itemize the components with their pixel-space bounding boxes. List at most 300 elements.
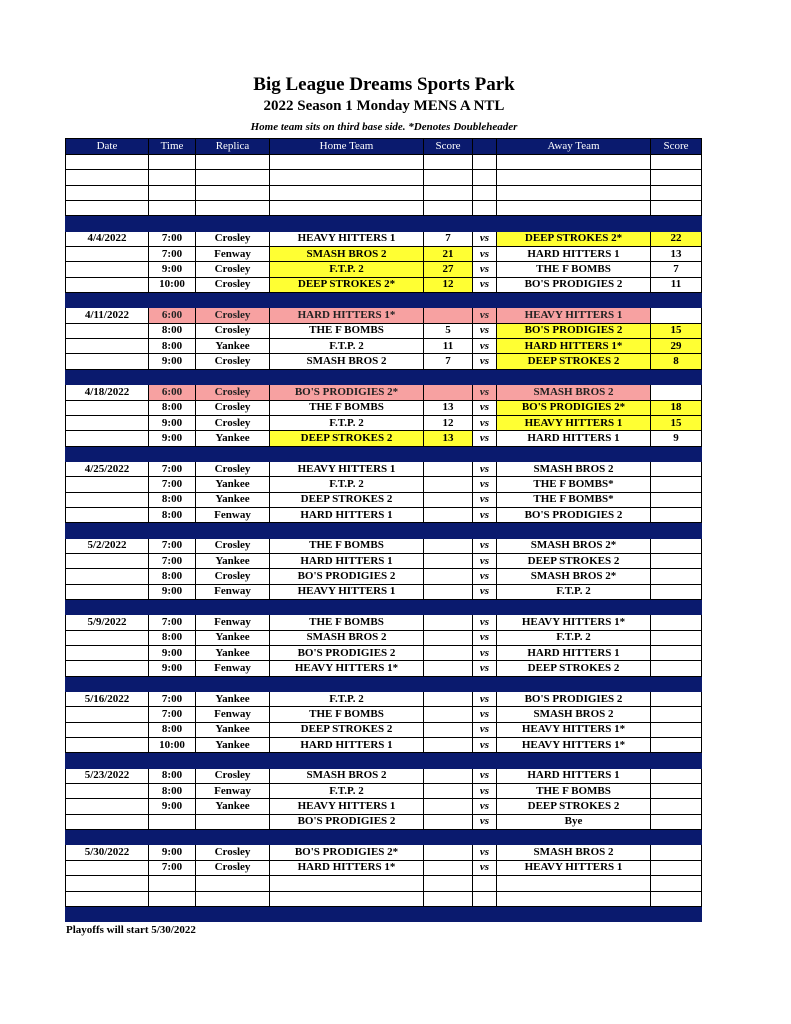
- field-cell: Crosley: [196, 231, 270, 246]
- away-team-cell: [497, 185, 651, 200]
- separator-cell: [424, 216, 473, 231]
- date-cell: 5/2/2022: [66, 538, 149, 553]
- separator-cell: [424, 293, 473, 308]
- separator-cell: [473, 446, 497, 461]
- field-cell: Crosley: [196, 308, 270, 323]
- home-team-cell: THE F BOMBS: [270, 323, 424, 338]
- time-cell: 9:00: [149, 646, 196, 661]
- header-row: [66, 139, 702, 155]
- separator-cell: [497, 676, 651, 691]
- home-team-cell: F.T.P. 2: [270, 339, 424, 354]
- time-cell: 7:00: [149, 477, 196, 492]
- home-score-cell: [424, 876, 473, 891]
- vs-cell: [473, 170, 497, 185]
- separator-cell: [149, 830, 196, 845]
- home-team-cell: [270, 876, 424, 891]
- table-row: [66, 431, 702, 446]
- home-team-cell: [270, 170, 424, 185]
- table-row: [66, 722, 702, 737]
- away-score-cell: [651, 738, 702, 753]
- home-score-cell: [424, 170, 473, 185]
- date-cell: [66, 784, 149, 799]
- date-cell: [66, 354, 149, 369]
- home-score-cell: [424, 492, 473, 507]
- separator-cell: [196, 906, 270, 921]
- date-cell: [66, 170, 149, 185]
- separator-cell: [473, 676, 497, 691]
- date-cell: 5/9/2022: [66, 615, 149, 630]
- home-score-cell: [424, 692, 473, 707]
- home-score-cell: [424, 569, 473, 584]
- away-team-cell: THE F BOMBS*: [497, 492, 651, 507]
- separator-cell: [149, 753, 196, 768]
- field-cell: [196, 170, 270, 185]
- separator-cell: [497, 753, 651, 768]
- away-score-cell: [651, 630, 702, 645]
- date-cell: [66, 661, 149, 676]
- table-row: [66, 784, 702, 799]
- away-team-cell: BO'S PRODIGIES 2: [497, 692, 651, 707]
- home-team-cell: F.T.P. 2: [270, 262, 424, 277]
- away-score-cell: [651, 185, 702, 200]
- vs-cell: vs: [473, 492, 497, 507]
- table-row: [66, 155, 702, 170]
- time-cell: 9:00: [149, 845, 196, 860]
- time-cell: 8:00: [149, 722, 196, 737]
- away-team-cell: [497, 170, 651, 185]
- week-separator: [66, 599, 702, 614]
- away-score-cell: 7: [651, 262, 702, 277]
- vs-cell: vs: [473, 646, 497, 661]
- col-home-score: Score: [424, 139, 473, 155]
- vs-cell: vs: [473, 569, 497, 584]
- home-team-cell: HEAVY HITTERS 1: [270, 461, 424, 476]
- field-cell: Fenway: [196, 584, 270, 599]
- separator-cell: [270, 216, 424, 231]
- table-row: [66, 185, 702, 200]
- separator-cell: [149, 446, 196, 461]
- col-vs: [473, 139, 497, 155]
- separator-cell: [424, 523, 473, 538]
- home-team-cell: F.T.P. 2: [270, 415, 424, 430]
- separator-cell: [196, 523, 270, 538]
- separator-cell: [196, 676, 270, 691]
- home-score-cell: [424, 155, 473, 170]
- separator-cell: [196, 446, 270, 461]
- away-team-cell: HEAVY HITTERS 1: [497, 308, 651, 323]
- home-team-cell: THE F BOMBS: [270, 615, 424, 630]
- table-row: [66, 170, 702, 185]
- separator-cell: [149, 523, 196, 538]
- home-team-cell: SMASH BROS 2: [270, 630, 424, 645]
- table-row: [66, 707, 702, 722]
- home-score-cell: [424, 707, 473, 722]
- col-away-team: Away Team: [497, 139, 651, 155]
- time-cell: 7:00: [149, 247, 196, 262]
- date-cell: [66, 738, 149, 753]
- home-team-cell: HEAVY HITTERS 1: [270, 584, 424, 599]
- separator-cell: [196, 216, 270, 231]
- separator-cell: [424, 830, 473, 845]
- home-team-cell: DEEP STROKES 2*: [270, 277, 424, 292]
- date-cell: [66, 277, 149, 292]
- separator-cell: [66, 599, 149, 614]
- away-score-cell: [651, 784, 702, 799]
- away-team-cell: SMASH BROS 2*: [497, 569, 651, 584]
- away-team-cell: Bye: [497, 814, 651, 829]
- time-cell: 10:00: [149, 738, 196, 753]
- home-score-cell: [424, 860, 473, 875]
- date-cell: [66, 891, 149, 906]
- date-cell: [66, 155, 149, 170]
- field-cell: [196, 876, 270, 891]
- home-score-cell: [424, 507, 473, 522]
- date-cell: 4/18/2022: [66, 385, 149, 400]
- separator-cell: [196, 599, 270, 614]
- separator-cell: [651, 599, 702, 614]
- separator-cell: [497, 906, 651, 921]
- away-team-cell: F.T.P. 2: [497, 630, 651, 645]
- separator-cell: [149, 599, 196, 614]
- playoffs-note: Playoffs will start 5/30/2022: [66, 924, 196, 936]
- table-row: [66, 507, 702, 522]
- separator-cell: [270, 599, 424, 614]
- away-team-cell: HEAVY HITTERS 1*: [497, 615, 651, 630]
- separator-cell: [66, 523, 149, 538]
- field-cell: [196, 201, 270, 216]
- field-cell: [196, 155, 270, 170]
- table-row: [66, 860, 702, 875]
- vs-cell: vs: [473, 431, 497, 446]
- field-cell: Crosley: [196, 277, 270, 292]
- table-row: [66, 891, 702, 906]
- separator-cell: [270, 676, 424, 691]
- vs-cell: [473, 891, 497, 906]
- away-team-cell: F.T.P. 2: [497, 584, 651, 599]
- separator-cell: [270, 753, 424, 768]
- vs-cell: vs: [473, 339, 497, 354]
- away-team-cell: BO'S PRODIGIES 2: [497, 507, 651, 522]
- time-cell: 7:00: [149, 231, 196, 246]
- away-score-cell: 11: [651, 277, 702, 292]
- separator-cell: [270, 830, 424, 845]
- field-cell: Fenway: [196, 784, 270, 799]
- away-score-cell: 22: [651, 231, 702, 246]
- away-score-cell: [651, 584, 702, 599]
- time-cell: [149, 185, 196, 200]
- time-cell: 9:00: [149, 584, 196, 599]
- vs-cell: vs: [473, 860, 497, 875]
- separator-cell: [473, 216, 497, 231]
- home-score-cell: [424, 799, 473, 814]
- separator-cell: [66, 216, 149, 231]
- separator-cell: [66, 369, 149, 384]
- date-cell: 4/11/2022: [66, 308, 149, 323]
- separator-cell: [270, 906, 424, 921]
- week-separator: [66, 753, 702, 768]
- table-row: [66, 339, 702, 354]
- away-score-cell: [651, 799, 702, 814]
- separator-cell: [424, 906, 473, 921]
- away-team-cell: HEAVY HITTERS 1*: [497, 722, 651, 737]
- away-team-cell: DEEP STROKES 2: [497, 553, 651, 568]
- vs-cell: [473, 155, 497, 170]
- home-team-cell: F.T.P. 2: [270, 692, 424, 707]
- time-cell: [149, 814, 196, 829]
- vs-cell: vs: [473, 799, 497, 814]
- away-team-cell: SMASH BROS 2: [497, 845, 651, 860]
- separator-cell: [66, 753, 149, 768]
- home-team-cell: HARD HITTERS 1*: [270, 308, 424, 323]
- separator-cell: [424, 599, 473, 614]
- home-team-cell: SMASH BROS 2: [270, 768, 424, 783]
- time-cell: [149, 891, 196, 906]
- away-team-cell: HARD HITTERS 1: [497, 247, 651, 262]
- home-team-cell: F.T.P. 2: [270, 784, 424, 799]
- week-separator: [66, 216, 702, 231]
- separator-cell: [149, 293, 196, 308]
- home-score-cell: [424, 385, 473, 400]
- vs-cell: vs: [473, 277, 497, 292]
- field-cell: Yankee: [196, 477, 270, 492]
- separator-cell: [196, 830, 270, 845]
- field-cell: Fenway: [196, 247, 270, 262]
- field-cell: [196, 891, 270, 906]
- date-cell: [66, 722, 149, 737]
- home-score-cell: 11: [424, 339, 473, 354]
- away-score-cell: [651, 860, 702, 875]
- date-cell: [66, 707, 149, 722]
- home-team-cell: HEAVY HITTERS 1: [270, 799, 424, 814]
- home-score-cell: 13: [424, 400, 473, 415]
- vs-cell: vs: [473, 461, 497, 476]
- home-team-cell: BO'S PRODIGIES 2*: [270, 845, 424, 860]
- date-cell: [66, 876, 149, 891]
- home-score-cell: 7: [424, 231, 473, 246]
- time-cell: 8:00: [149, 339, 196, 354]
- field-cell: Crosley: [196, 845, 270, 860]
- separator-cell: [66, 446, 149, 461]
- field-cell: Yankee: [196, 738, 270, 753]
- field-cell: Yankee: [196, 553, 270, 568]
- schedule-body: [66, 155, 702, 922]
- field-cell: Yankee: [196, 630, 270, 645]
- home-score-cell: [424, 584, 473, 599]
- home-team-cell: BO'S PRODIGIES 2: [270, 814, 424, 829]
- away-team-cell: HARD HITTERS 1: [497, 768, 651, 783]
- time-cell: 7:00: [149, 461, 196, 476]
- separator-cell: [270, 446, 424, 461]
- separator-cell: [424, 369, 473, 384]
- vs-cell: vs: [473, 477, 497, 492]
- date-cell: [66, 323, 149, 338]
- field-cell: Fenway: [196, 507, 270, 522]
- field-cell: Yankee: [196, 692, 270, 707]
- separator-cell: [270, 523, 424, 538]
- home-score-cell: 21: [424, 247, 473, 262]
- vs-cell: vs: [473, 507, 497, 522]
- time-cell: 7:00: [149, 538, 196, 553]
- separator-cell: [651, 369, 702, 384]
- vs-cell: vs: [473, 308, 497, 323]
- home-score-cell: [424, 201, 473, 216]
- away-team-cell: BO'S PRODIGIES 2: [497, 323, 651, 338]
- away-score-cell: [651, 385, 702, 400]
- week-separator: [66, 293, 702, 308]
- away-team-cell: BO'S PRODIGIES 2*: [497, 400, 651, 415]
- away-team-cell: SMASH BROS 2: [497, 461, 651, 476]
- home-team-cell: DEEP STROKES 2: [270, 722, 424, 737]
- separator-cell: [497, 369, 651, 384]
- away-team-cell: HARD HITTERS 1: [497, 431, 651, 446]
- time-cell: 8:00: [149, 569, 196, 584]
- time-cell: [149, 155, 196, 170]
- separator-cell: [651, 446, 702, 461]
- home-team-cell: HARD HITTERS 1*: [270, 860, 424, 875]
- home-team-cell: [270, 155, 424, 170]
- vs-cell: vs: [473, 385, 497, 400]
- date-cell: [66, 569, 149, 584]
- field-cell: Crosley: [196, 860, 270, 875]
- home-team-cell: THE F BOMBS: [270, 538, 424, 553]
- schedule-note: Home team sits on third base side. *Denotes Doubleheader: [250, 121, 518, 133]
- separator-cell: [66, 676, 149, 691]
- home-score-cell: [424, 738, 473, 753]
- col-home-team: Home Team: [270, 139, 424, 155]
- away-score-cell: 15: [651, 323, 702, 338]
- date-cell: 4/25/2022: [66, 461, 149, 476]
- date-cell: [66, 431, 149, 446]
- table-row: [66, 461, 702, 476]
- away-team-cell: HEAVY HITTERS 1*: [497, 738, 651, 753]
- away-score-cell: [651, 538, 702, 553]
- field-cell: Crosley: [196, 385, 270, 400]
- away-team-cell: HEAVY HITTERS 1: [497, 415, 651, 430]
- table-row: [66, 415, 702, 430]
- separator-cell: [196, 369, 270, 384]
- date-cell: 5/23/2022: [66, 768, 149, 783]
- field-cell: Yankee: [196, 799, 270, 814]
- week-separator: [66, 523, 702, 538]
- field-cell: Yankee: [196, 492, 270, 507]
- time-cell: 7:00: [149, 615, 196, 630]
- field-cell: Fenway: [196, 661, 270, 676]
- separator-cell: [497, 446, 651, 461]
- vs-cell: vs: [473, 768, 497, 783]
- separator-cell: [424, 676, 473, 691]
- away-score-cell: [651, 507, 702, 522]
- away-team-cell: DEEP STROKES 2*: [497, 231, 651, 246]
- field-cell: [196, 814, 270, 829]
- separator-cell: [196, 753, 270, 768]
- home-team-cell: [270, 891, 424, 906]
- home-team-cell: BO'S PRODIGIES 2: [270, 646, 424, 661]
- table-row: [66, 277, 702, 292]
- time-cell: [149, 876, 196, 891]
- vs-cell: vs: [473, 738, 497, 753]
- date-cell: [66, 415, 149, 430]
- separator-cell: [651, 906, 702, 921]
- field-cell: Crosley: [196, 400, 270, 415]
- separator-cell: [651, 216, 702, 231]
- time-cell: 6:00: [149, 308, 196, 323]
- home-score-cell: [424, 630, 473, 645]
- table-row: [66, 814, 702, 829]
- separator-cell: [651, 293, 702, 308]
- page-subtitle: 2022 Season 1 Monday MENS A NTL: [263, 98, 505, 114]
- away-team-cell: HARD HITTERS 1*: [497, 339, 651, 354]
- away-score-cell: 15: [651, 415, 702, 430]
- separator-cell: [149, 216, 196, 231]
- date-cell: [66, 185, 149, 200]
- separator-cell: [497, 523, 651, 538]
- away-team-cell: [497, 891, 651, 906]
- field-cell: Yankee: [196, 431, 270, 446]
- separator-cell: [473, 753, 497, 768]
- away-team-cell: SMASH BROS 2: [497, 707, 651, 722]
- vs-cell: vs: [473, 262, 497, 277]
- separator-cell: [497, 599, 651, 614]
- separator-cell: [473, 369, 497, 384]
- table-row: [66, 646, 702, 661]
- date-cell: [66, 262, 149, 277]
- table-row: [66, 692, 702, 707]
- separator-cell: [66, 830, 149, 845]
- field-cell: Fenway: [196, 707, 270, 722]
- home-score-cell: [424, 722, 473, 737]
- date-cell: [66, 247, 149, 262]
- time-cell: 9:00: [149, 799, 196, 814]
- date-cell: [66, 584, 149, 599]
- separator-cell: [473, 523, 497, 538]
- home-score-cell: [424, 308, 473, 323]
- away-score-cell: [651, 814, 702, 829]
- field-cell: Yankee: [196, 646, 270, 661]
- home-score-cell: [424, 461, 473, 476]
- away-team-cell: DEEP STROKES 2: [497, 354, 651, 369]
- vs-cell: vs: [473, 845, 497, 860]
- separator-cell: [473, 599, 497, 614]
- home-team-cell: [270, 201, 424, 216]
- time-cell: 10:00: [149, 277, 196, 292]
- field-cell: [196, 185, 270, 200]
- field-cell: Crosley: [196, 461, 270, 476]
- date-cell: [66, 201, 149, 216]
- field-cell: Yankee: [196, 722, 270, 737]
- time-cell: 9:00: [149, 354, 196, 369]
- col-replica: Replica: [196, 139, 270, 155]
- week-separator: [66, 906, 702, 921]
- home-team-cell: THE F BOMBS: [270, 707, 424, 722]
- home-score-cell: [424, 477, 473, 492]
- time-cell: [149, 170, 196, 185]
- away-team-cell: DEEP STROKES 2: [497, 661, 651, 676]
- home-score-cell: 7: [424, 354, 473, 369]
- away-score-cell: 9: [651, 431, 702, 446]
- separator-cell: [651, 676, 702, 691]
- date-cell: [66, 507, 149, 522]
- home-team-cell: HEAVY HITTERS 1: [270, 231, 424, 246]
- home-team-cell: HARD HITTERS 1: [270, 553, 424, 568]
- separator-cell: [196, 293, 270, 308]
- away-team-cell: DEEP STROKES 2: [497, 799, 651, 814]
- table-row: [66, 799, 702, 814]
- away-score-cell: [651, 170, 702, 185]
- date-cell: [66, 646, 149, 661]
- home-team-cell: DEEP STROKES 2: [270, 492, 424, 507]
- vs-cell: vs: [473, 661, 497, 676]
- date-cell: [66, 860, 149, 875]
